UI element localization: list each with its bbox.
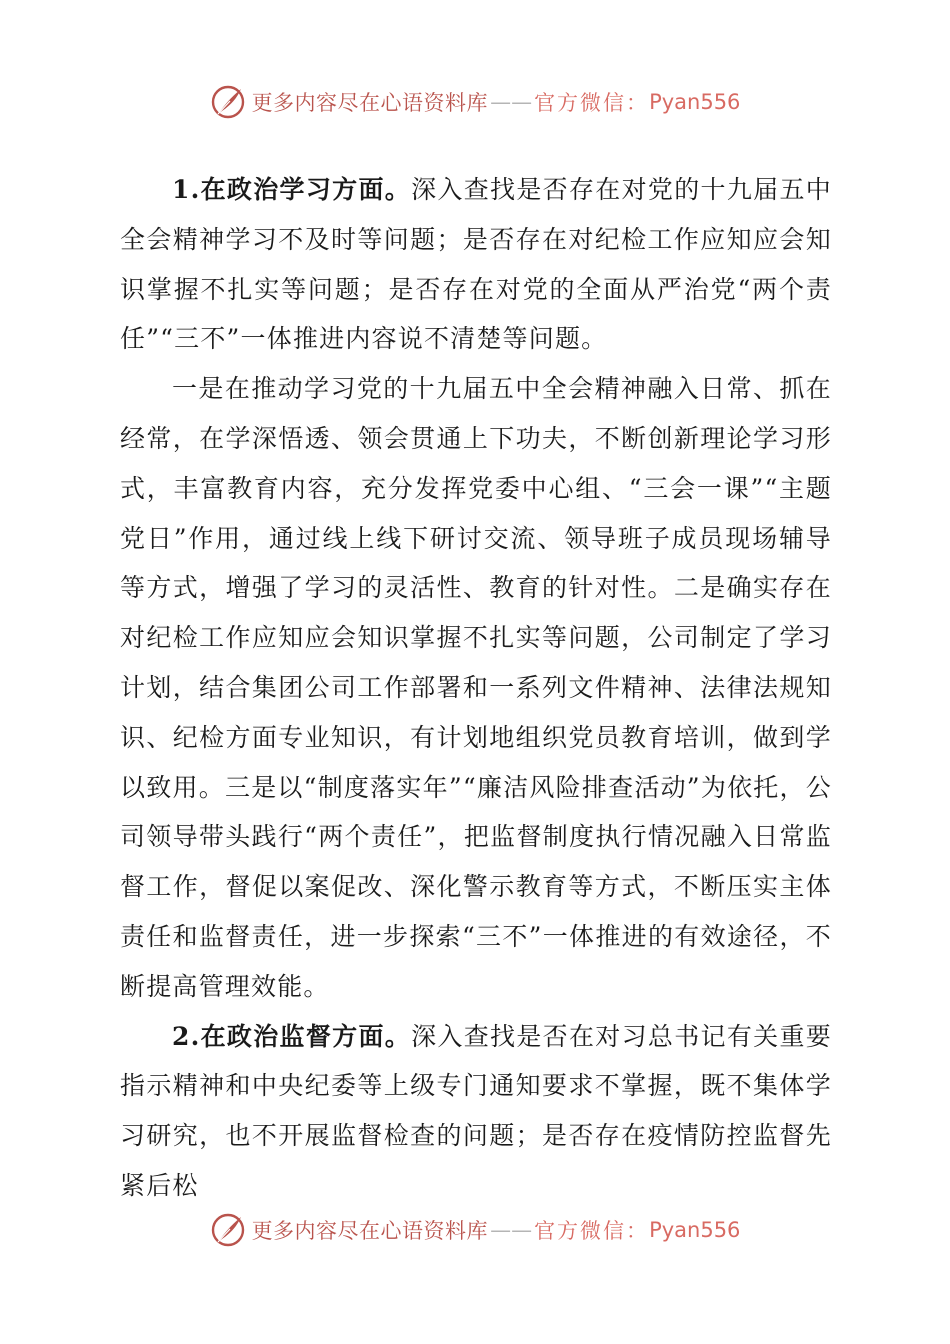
paragraph-1 xyxy=(120,165,832,364)
paragraph-3 xyxy=(120,1012,832,1211)
paragraph-1-heading: 1.在政治学习方面。 xyxy=(172,175,412,204)
paragraph-2-body: 一是在推动学习党的十九届五中全会精神融入日常、抓在经常，在学深悟透、领会贯通上下功夫，不断创新理论学习形式，丰富教育内容，充分发挥党委中心组、“三会一课”“主题党日”作用，通过线上线下研讨交流、领导班子成员现场辅导等方式，增强了学习的灵活性、教育的针对性。二是确实存在对纪检工作应知应会知识掌握不扎实等问题，公司制定了学习计划，结合集团公司工作部署和一系列文件精神、法律法规知识、纪检方面专业知识，有计划地组织党员教育培训，做到学以致用。三是以“制度落实年”“廉洁风险排查活动”为依托，公司领导带头践行“两个责任”，把监督制度执行情况融入日常监督工作，督促以案促改、深化警示教育等方式，不断压实主体责任和监督责任，进一步探索“三不”一体推进的有效途径，不断提高管理效能。 xyxy=(120,374,832,1001)
header-watermark xyxy=(0,80,950,124)
watermark-separator: —— xyxy=(490,1218,533,1242)
watermark-wechat-id: Pyan556 xyxy=(649,90,741,114)
watermark-wechat-label: 官方微信： xyxy=(534,1219,650,1243)
watermark-wechat-id: Pyan556 xyxy=(649,1218,741,1242)
paragraph-3-body: 深入查找是否在对习总书记有关重要指示精神和中央纪委等上级专门通知要求不掌握，既不集体学习研究，也不开展监督检查的问题；是否存在疫情防控监督先紧后松 xyxy=(120,1021,832,1200)
watermark-separator: —— xyxy=(490,90,533,114)
paragraph-2 xyxy=(120,364,832,1011)
quill-logo-icon xyxy=(210,1212,246,1248)
footer-watermark xyxy=(0,1208,950,1252)
paragraph-3-heading: 2.在政治监督方面。 xyxy=(172,1021,412,1051)
watermark-wechat-label: 官方微信： xyxy=(534,91,650,115)
watermark-site-text: 更多内容尽在心语资料库 xyxy=(251,1219,489,1243)
watermark-site-text: 更多内容尽在心语资料库 xyxy=(251,91,489,115)
quill-logo-icon xyxy=(210,84,246,120)
document-body xyxy=(120,165,832,1211)
paragraph-1-body: 深入查找是否存在对党的十九届五中全会精神学习不及时等问题；是否存在对纪检工作应知应会知识掌握不扎实等问题；是否存在对党的全面从严治党“两个责任”“三不”一体推进内容说不清楚等问题。 xyxy=(120,175,832,354)
